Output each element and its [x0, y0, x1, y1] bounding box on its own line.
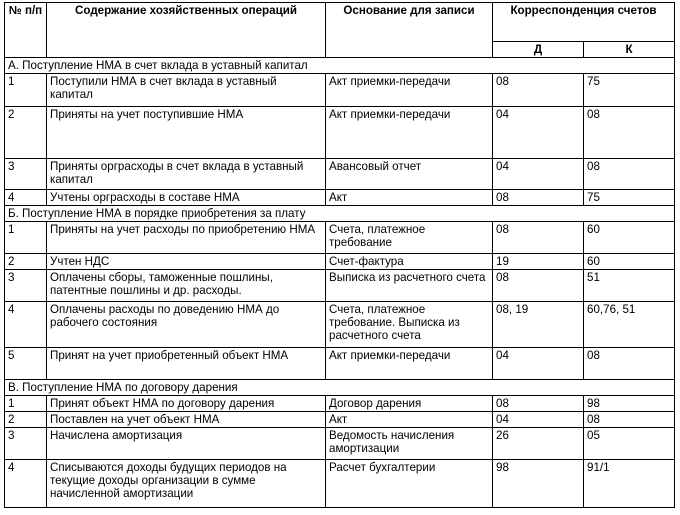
row-num: 3: [5, 270, 47, 302]
row-content: Учтен НДС: [47, 254, 326, 270]
row-content: Принят на учет приобретенный объект НМА: [47, 348, 326, 380]
row-content: Учтены оргрaсходы в составе НМА: [47, 190, 326, 206]
row-credit: 75: [584, 74, 675, 107]
row-debit: 19: [493, 254, 584, 270]
row-debit: 08: [493, 396, 584, 412]
row-debit: 26: [493, 428, 584, 460]
row-debit: 08: [493, 190, 584, 206]
row-content: Приняты на учет поступившие НМА: [47, 107, 326, 159]
row-credit: 91/1: [584, 460, 675, 508]
row-num: 5: [5, 348, 47, 380]
row-content: Списываются доходы будущих периодов на текущие доходы организации в сумме начисленной амортизации: [47, 460, 326, 508]
row-credit: 08: [584, 107, 675, 159]
header-num: № п/п: [5, 3, 47, 58]
row-num: 3: [5, 428, 47, 460]
row-credit: 08: [584, 348, 675, 380]
row-basis: Акт приемки-передачи: [326, 107, 493, 159]
row-content: Поступили НМА в счет вклада в уставный капитал: [47, 74, 326, 107]
row-basis: Акт приемки-передачи: [326, 348, 493, 380]
row-debit: 08: [493, 74, 584, 107]
section-title: А. Поступление НМА в счет вклада в уставный капитал: [5, 58, 675, 74]
row-debit: 08: [493, 270, 584, 302]
row-num: 4: [5, 302, 47, 348]
row-num: 1: [5, 396, 47, 412]
row-content: Приняты на учет расходы по приобретению НМА: [47, 222, 326, 254]
row-debit: 04: [493, 107, 584, 159]
row-basis: Акт: [326, 190, 493, 206]
row-basis: Авансовый отчет: [326, 159, 493, 190]
row-credit: 08: [584, 159, 675, 190]
row-basis: Договор дарения: [326, 396, 493, 412]
header-debit: Д: [493, 42, 584, 58]
header-content: Содержание хозяйственных операций: [47, 3, 326, 58]
row-num: 4: [5, 190, 47, 206]
row-debit: 04: [493, 412, 584, 428]
row-num: 2: [5, 254, 47, 270]
row-content: Приняты оргрaсходы в счет вклада в уставный капитал: [47, 159, 326, 190]
section-title: В. Поступление НМА по договору дарения: [5, 380, 675, 396]
row-content: Начислена амортизация: [47, 428, 326, 460]
row-debit: 08, 19: [493, 302, 584, 348]
row-num: 1: [5, 222, 47, 254]
row-credit: 60: [584, 222, 675, 254]
row-basis: Счета, платежное требование. Выписка из расчетного счета: [326, 302, 493, 348]
row-basis: Выписка из расчетного счета: [326, 270, 493, 302]
operations-table: [4, 2, 675, 508]
row-credit: 75: [584, 190, 675, 206]
row-basis: Расчет бухгалтерии: [326, 460, 493, 508]
row-credit: 08: [584, 412, 675, 428]
row-num: 3: [5, 159, 47, 190]
row-basis: Ведомость начисления амортизации: [326, 428, 493, 460]
row-num: 2: [5, 412, 47, 428]
row-debit: 04: [493, 159, 584, 190]
row-num: 2: [5, 107, 47, 159]
row-basis: Счет-фактура: [326, 254, 493, 270]
row-debit: 98: [493, 460, 584, 508]
row-num: 4: [5, 460, 47, 508]
row-debit: 04: [493, 348, 584, 380]
row-content: Поставлен на учет объект НМА: [47, 412, 326, 428]
row-basis: Акт приемки-передачи: [326, 74, 493, 107]
row-content: Принят объект НМА по договору дарения: [47, 396, 326, 412]
row-credit: 60,76, 51: [584, 302, 675, 348]
section-title: Б. Поступление НМА в порядке приобретения за плату: [5, 206, 675, 222]
row-credit: 51: [584, 270, 675, 302]
row-credit: 98: [584, 396, 675, 412]
header-credit: К: [584, 42, 675, 58]
row-basis: Счета, платежное требование: [326, 222, 493, 254]
header-basis: Основание для записи: [326, 3, 493, 58]
row-content: Оплачены расходы по доведению НМА до рабочего состояния: [47, 302, 326, 348]
row-basis: Акт: [326, 412, 493, 428]
row-credit: 05: [584, 428, 675, 460]
header-correspondence: Корреспонденция счетов: [493, 3, 675, 42]
row-credit: 60: [584, 254, 675, 270]
row-debit: 08: [493, 222, 584, 254]
row-num: 1: [5, 74, 47, 107]
row-content: Оплачены сборы, таможенные пошлины, патентные пошлины и др. расходы.: [47, 270, 326, 302]
